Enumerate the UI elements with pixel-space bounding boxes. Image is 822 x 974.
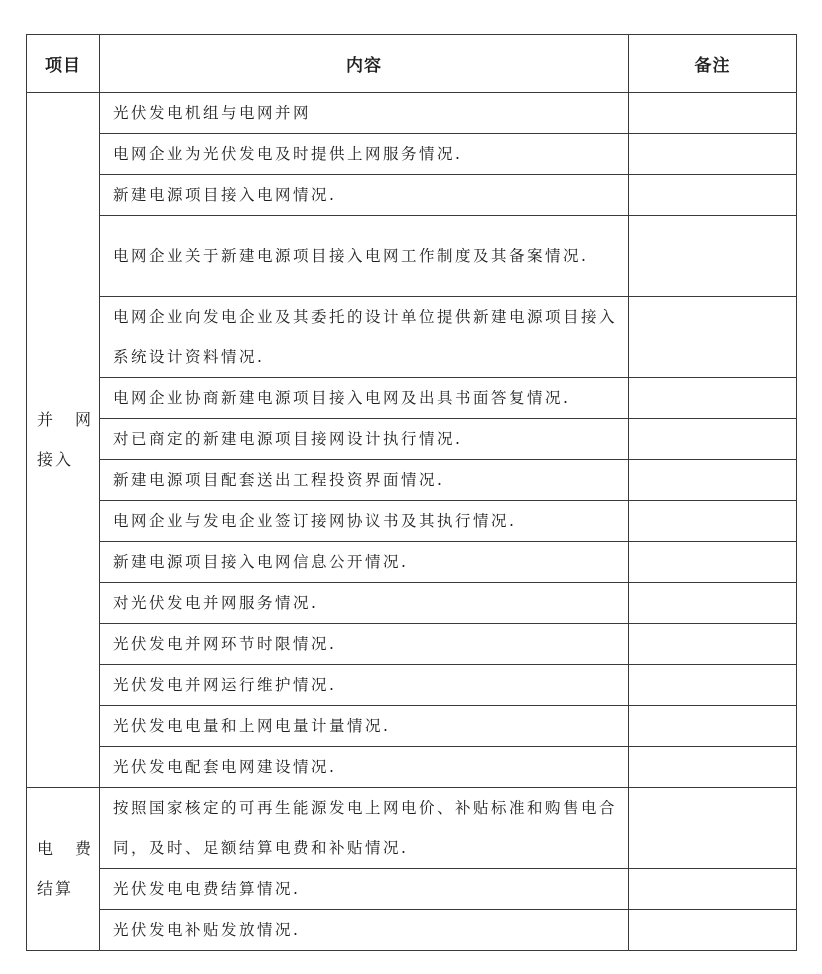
table-row bbox=[27, 583, 797, 624]
table-row bbox=[27, 665, 797, 706]
table-row bbox=[27, 419, 797, 460]
remark-cell[interactable] bbox=[629, 93, 797, 134]
table-row bbox=[27, 297, 797, 378]
category-line: 结算 bbox=[37, 879, 74, 898]
header-content: 内容 bbox=[100, 35, 629, 93]
content-cell: 光伏发电电量和上网电量计量情况. bbox=[100, 706, 629, 747]
remark-cell[interactable] bbox=[629, 910, 797, 951]
content-cell: 对已商定的新建电源项目接网设计执行情况. bbox=[100, 419, 629, 460]
remark-cell[interactable] bbox=[629, 419, 797, 460]
content-cell: 新建电源项目接入电网信息公开情况. bbox=[100, 542, 629, 583]
table-row bbox=[27, 216, 797, 297]
category-line: 并 网 bbox=[37, 410, 94, 429]
table-body bbox=[27, 93, 797, 951]
table-row bbox=[27, 910, 797, 951]
content-cell: 光伏发电机组与电网并网 bbox=[100, 93, 629, 134]
content-cell: 光伏发电并网运行维护情况. bbox=[100, 665, 629, 706]
remark-cell[interactable] bbox=[629, 501, 797, 542]
header-item: 项目 bbox=[27, 35, 100, 93]
remark-cell[interactable] bbox=[629, 542, 797, 583]
remark-cell[interactable] bbox=[629, 788, 797, 869]
category-fee-settlement bbox=[27, 788, 100, 951]
remark-cell[interactable] bbox=[629, 134, 797, 175]
remark-cell[interactable] bbox=[629, 665, 797, 706]
table-row bbox=[27, 624, 797, 665]
content-cell: 新建电源项目接入电网情况. bbox=[100, 175, 629, 216]
remark-cell[interactable] bbox=[629, 706, 797, 747]
table-row bbox=[27, 501, 797, 542]
table-row bbox=[27, 134, 797, 175]
checklist-sheet bbox=[26, 34, 796, 951]
category-line: 接入 bbox=[37, 450, 74, 469]
table-row bbox=[27, 378, 797, 419]
content-cell: 按照国家核定的可再生能源发电上网电价、补贴标准和购售电合同，及时、足额结算电费和补贴情况. bbox=[100, 788, 629, 869]
content-cell: 光伏发电补贴发放情况. bbox=[100, 910, 629, 951]
remark-cell[interactable] bbox=[629, 297, 797, 378]
content-cell: 电网企业为光伏发电及时提供上网服务情况. bbox=[100, 134, 629, 175]
remark-cell[interactable] bbox=[629, 216, 797, 297]
remark-cell[interactable] bbox=[629, 175, 797, 216]
remark-cell[interactable] bbox=[629, 460, 797, 501]
content-cell: 电网企业向发电企业及其委托的设计单位提供新建电源项目接入系统设计资料情况. bbox=[100, 297, 629, 378]
category-grid-connection bbox=[27, 93, 100, 788]
header-row bbox=[27, 35, 797, 93]
remark-cell[interactable] bbox=[629, 378, 797, 419]
remark-cell[interactable] bbox=[629, 624, 797, 665]
content-cell: 新建电源项目配套送出工程投资界面情况. bbox=[100, 460, 629, 501]
header-remark: 备注 bbox=[629, 35, 797, 93]
content-cell: 对光伏发电并网服务情况. bbox=[100, 583, 629, 624]
table-row bbox=[27, 542, 797, 583]
remark-cell[interactable] bbox=[629, 583, 797, 624]
table-row bbox=[27, 175, 797, 216]
checklist-table bbox=[26, 34, 797, 951]
table-row bbox=[27, 869, 797, 910]
table-row bbox=[27, 788, 797, 869]
table-row bbox=[27, 706, 797, 747]
content-cell: 电网企业协商新建电源项目接入电网及出具书面答复情况. bbox=[100, 378, 629, 419]
content-cell: 光伏发电配套电网建设情况. bbox=[100, 747, 629, 788]
table-row bbox=[27, 747, 797, 788]
remark-cell[interactable] bbox=[629, 869, 797, 910]
table-row bbox=[27, 93, 797, 134]
category-line: 电 费 bbox=[37, 839, 94, 858]
content-cell: 电网企业关于新建电源项目接入电网工作制度及其备案情况. bbox=[100, 216, 629, 297]
table-row bbox=[27, 460, 797, 501]
remark-cell[interactable] bbox=[629, 747, 797, 788]
content-cell: 电网企业与发电企业签订接网协议书及其执行情况. bbox=[100, 501, 629, 542]
content-cell: 光伏发电电费结算情况. bbox=[100, 869, 629, 910]
content-cell: 光伏发电并网环节时限情况. bbox=[100, 624, 629, 665]
